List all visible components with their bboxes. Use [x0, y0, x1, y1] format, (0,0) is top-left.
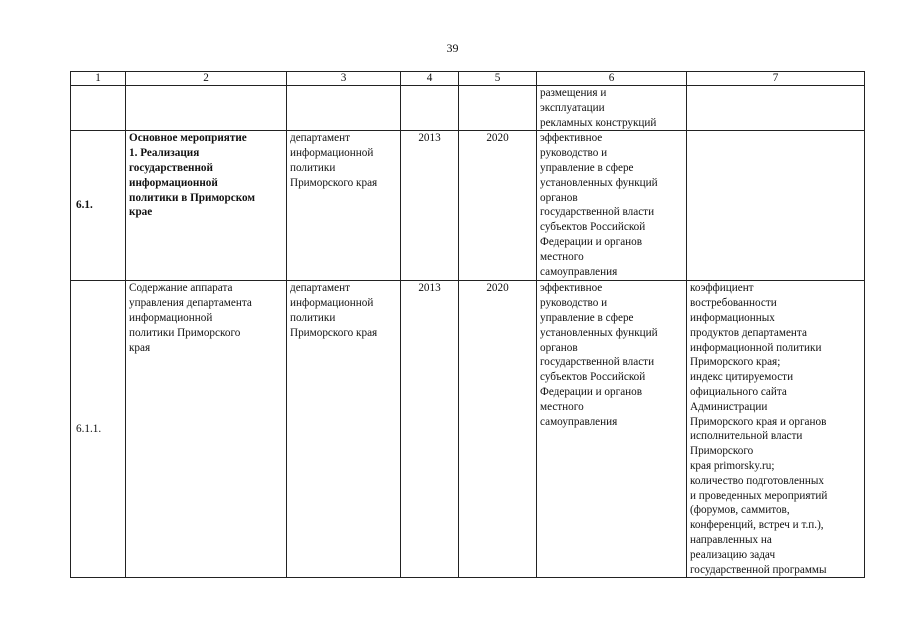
- row-end-year: [459, 86, 537, 131]
- row-start-year: 2013: [401, 281, 459, 578]
- row-executor: департамент информационной политики Приморского края: [287, 131, 401, 281]
- table-row: [71, 86, 865, 131]
- table-row: [71, 131, 865, 281]
- row-result: эффективное руководство и управление в сфере установленных функций органов государственной власти субъектов Российской Федерации и органов местного самоуправления: [537, 281, 687, 578]
- row-indicator: [687, 131, 865, 281]
- row-executor: [287, 86, 401, 131]
- column-header: 1: [71, 72, 126, 86]
- column-header: 7: [687, 72, 865, 86]
- table-row: [71, 281, 865, 578]
- row-indicator: коэффициент востребованности информационных продуктов департамента информационной политики Приморского края; индекс цитируемости официального сайта Администрации Приморского края и органов исполнительной власти Приморского края primorsky.ru; количество подготовленных и проведенных мероприятий (форумов, саммитов, конференций, встреч и т.п.), направленных на реализацию задач государственной программы: [687, 281, 865, 578]
- row-name: Содержание аппарата управления департамента информационной политики Приморского края: [126, 281, 287, 578]
- row-end-year: 2020: [459, 131, 537, 281]
- row-result: эффективное руководство и управление в сфере установленных функций органов государственной власти субъектов Российской Федерации и органов местного самоуправления: [537, 131, 687, 281]
- table-header-row: [71, 72, 865, 86]
- row-start-year: 2013: [401, 131, 459, 281]
- row-number: 6.1.: [71, 131, 126, 281]
- row-start-year: [401, 86, 459, 131]
- column-header: 5: [459, 72, 537, 86]
- column-header: 2: [126, 72, 287, 86]
- row-name: Основное мероприятие 1. Реализация государственной информационной политики в Приморском крае: [126, 131, 287, 281]
- column-header: 3: [287, 72, 401, 86]
- column-header: 6: [537, 72, 687, 86]
- row-end-year: 2020: [459, 281, 537, 578]
- row-number: 6.1.1.: [71, 281, 126, 578]
- row-name: [126, 86, 287, 131]
- column-header: 4: [401, 72, 459, 86]
- row-number: [71, 86, 126, 131]
- page-number: 39: [446, 41, 459, 55]
- row-indicator: [687, 86, 865, 131]
- row-result: размещения и эксплуатации рекламных конструкций: [537, 86, 687, 131]
- row-executor: департамент информационной политики Приморского края: [287, 281, 401, 578]
- program-table: [70, 71, 865, 578]
